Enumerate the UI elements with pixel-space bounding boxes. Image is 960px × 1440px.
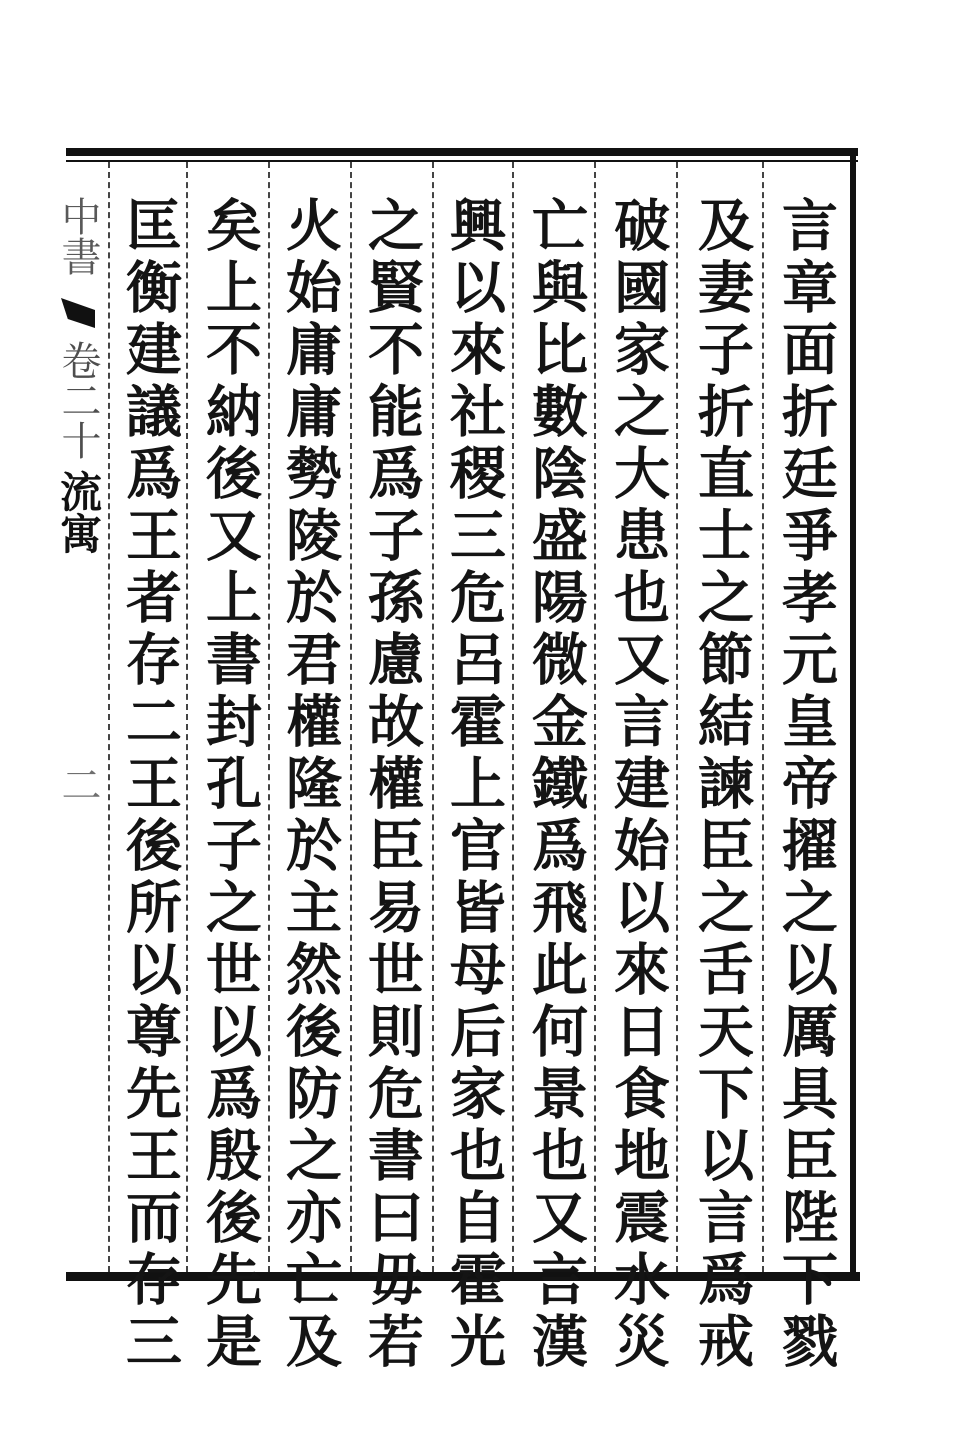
column-divider [676,162,678,1272]
frame-right-rule [850,150,856,1280]
column-text: 亡與比數陰盛陽微金鐵爲飛此何景也又言漢 [523,196,589,1374]
frame-top-rule [66,148,858,156]
page-margin-column [50,196,106,1272]
margin-volume-label: 卷二十 [55,340,101,460]
text-column-8 [192,196,268,1374]
text-column-2 [684,196,760,1374]
text-column-3 [600,196,676,1374]
column-divider [762,162,764,1272]
column-text: 及妻子折直士之節結諫臣之舌天下以言爲戒 [689,196,755,1374]
frame-top-inner-rule [66,160,858,162]
column-text: 之賢不能爲子孫慮故權臣易世則危書曰毋若 [359,196,425,1374]
fish-tail-mark [61,298,95,328]
column-text: 興以來社稷三危呂霍上官皆母后家也自霍光 [441,196,507,1374]
column-divider [432,162,434,1272]
text-column-4 [518,196,594,1374]
margin-book-title: 中書 [55,196,101,276]
text-column-6 [354,196,430,1374]
text-column-9 [112,196,188,1374]
text-column-5 [436,196,512,1374]
column-divider [594,162,596,1272]
column-text: 匡衡建議爲王者存二王後所以尊先王而存三 [117,196,183,1374]
text-column-1 [768,196,844,1374]
column-divider [350,162,352,1272]
column-text: 言章面折廷爭孝元皇帝擢之以厲具臣陛下戮 [773,196,839,1374]
column-divider [108,162,110,1272]
text-column-7 [272,196,348,1374]
margin-page-number: 二 [55,764,101,804]
column-text: 火始庸庸勢陵於君權隆於主然後防之亦亡及 [277,196,343,1374]
column-text: 破國家之大患也又言建始以來日食地震水災 [605,196,671,1374]
column-text: 矣上不納後又上書封孔子之世以爲殷後先是 [197,196,263,1374]
margin-chapter-title: 流寓 [54,470,103,554]
column-divider [268,162,270,1272]
column-divider [512,162,514,1272]
